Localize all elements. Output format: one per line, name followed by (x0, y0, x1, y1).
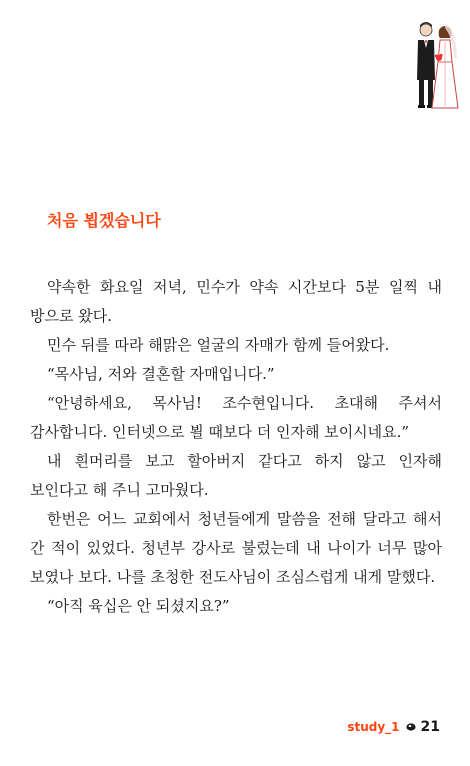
paragraph: 민수 뒤를 따라 해맑은 얼굴의 자매가 함께 들어왔다. (47, 336, 390, 354)
paragraph: “안녕하세요, 목사님! 조수현입니다. 초대해 주셔서 감사합니다. 인터넷으로 뵐 때보다 더 인자해 보이시네요.” (30, 394, 442, 441)
paragraph: 내 흰머리를 보고 할아버지 같다고 하지 않고 인자해 보인다고 해 주니 고마웠다. (30, 452, 442, 499)
body-text (30, 273, 442, 621)
bullet-icon (406, 722, 416, 732)
paragraph: “아직 육십은 안 되셨지요?” (47, 597, 230, 615)
footer-label: study_1 (347, 720, 400, 734)
paragraph: “목사님, 저와 결혼할 자매입니다.” (47, 365, 275, 383)
section-heading: 처음 뵙겠습니다 (47, 211, 161, 230)
wedding-couple-illustration (412, 18, 460, 114)
page-number: 21 (420, 719, 440, 735)
page-footer (347, 719, 440, 735)
paragraph: 한번은 어느 교회에서 청년들에게 말씀을 전해 달라고 해서 간 적이 있었다. 청년부 강사로 불렀는데 내 나이가 너무 많아 보였나 보다. 나를 초청한 전도사님이 조심스럽게 내게 말했다. (30, 510, 442, 586)
paragraph: 약속한 화요일 저녁, 민수가 약속 시간보다 5분 일찍 내 방으로 왔다. (30, 278, 442, 325)
